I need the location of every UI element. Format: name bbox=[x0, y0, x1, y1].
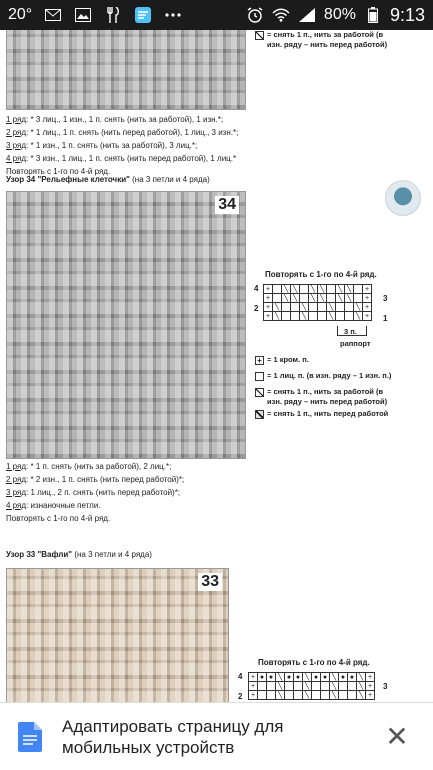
legend-knit: = 1 лиц. п. (в изн. ряду – 1 изн. п.) bbox=[255, 371, 391, 381]
p34-row-2: 2 ряд: * 2 изн., 1 п. снять (нить перед работой)*; bbox=[6, 475, 185, 484]
message-icon bbox=[134, 6, 152, 24]
slip-back-icon bbox=[255, 388, 264, 397]
legend-slip-back-top: = снять 1 п., нить за работой (в изн. ряду – нить перед работой) bbox=[255, 30, 387, 49]
chart-33-grid: + ● ● ╲ ● ● ╲ ● ● ╲ ● ● ╲ + + ╲ ╲ ╲ ╲ + + ╲ ╲ ╲ ╲ + bbox=[248, 672, 375, 700]
legend-edge: + = 1 кром. п. bbox=[255, 355, 309, 365]
legend-slip-front: = снять 1 п., нить перед работой bbox=[255, 409, 388, 419]
chart-34-rownum-2: 2 bbox=[254, 304, 259, 313]
chart-34-grid: + ╲ ╲ ╲ ╲ ╲ ╲ + + ╲ ╲ ╲ ╲ ╲ ╲ + + ╲ ╲ ╲ ╲ + + ╲ ╲ ╲ ╲ + bbox=[263, 284, 372, 321]
pattern-34-title: Узор 34 "Рельефные клеточки" (на 3 петли и 4 ряда) bbox=[6, 175, 210, 184]
chart-34-rownum-3: 3 bbox=[383, 294, 388, 303]
clock: 9:13 bbox=[389, 4, 425, 25]
chart-33-heading: Повторять с 1-го по 4-й ряд. bbox=[258, 658, 370, 667]
document-icon bbox=[18, 722, 42, 752]
top-row-4: 4 ряд: * 3 изн., 1 лиц., 1 п. снять (нить перед работой), 1 лиц.* bbox=[6, 154, 237, 163]
chart-34-heading: Повторять с 1-го по 4-й ряд. bbox=[265, 270, 377, 279]
chart-34-rownum-1: 1 bbox=[383, 314, 388, 323]
p34-row-1: 1 ряд: * 1 п. снять (нить за работой), 2 лиц.*; bbox=[6, 462, 172, 471]
pattern-33-title: Узор 33 "Вафли" (на 3 петли и 4 ряда) bbox=[6, 550, 152, 559]
close-banner-button[interactable]: ✕ bbox=[385, 721, 409, 752]
alarm-icon bbox=[246, 6, 264, 24]
knit-photo-34 bbox=[6, 191, 246, 459]
chart-33-rownum-2: 2 bbox=[238, 692, 243, 701]
slip-back-icon bbox=[255, 31, 264, 40]
rapport-label: раппорт bbox=[340, 339, 371, 348]
chart-33-rownum-4: 4 bbox=[238, 672, 243, 681]
web-content[interactable] bbox=[0, 30, 433, 702]
knit-photo-33 bbox=[6, 568, 229, 702]
p34-row-4: 4 ряд: изнаночные петли. bbox=[6, 501, 101, 510]
mail-icon bbox=[44, 6, 62, 24]
edge-stitch-icon: + bbox=[255, 356, 264, 365]
slip-front-icon bbox=[255, 410, 264, 419]
wifi-icon bbox=[272, 6, 290, 24]
more-icon bbox=[164, 6, 182, 24]
gallery-icon bbox=[74, 6, 92, 24]
knit-photo-previous bbox=[6, 30, 246, 110]
user-avatar[interactable] bbox=[385, 180, 421, 216]
chart-34-rownum-4: 4 bbox=[254, 284, 259, 293]
temperature: 20° bbox=[8, 6, 33, 23]
adapt-page-text[interactable]: Адаптировать страницу для мобильных устройств bbox=[62, 716, 284, 757]
p34-repeat: Повторять с 1-го по 4-й ряд. bbox=[6, 514, 111, 523]
top-row-1: 1 ряд: * 3 лиц., 1 изн., 1 п. снять (нить за работой), 1 изн.*; bbox=[6, 115, 224, 124]
knit-stitch-icon bbox=[255, 372, 264, 381]
top-row-3: 3 ряд: * 1 изн., 1 п. снять (нить за работой), 3 лиц.*; bbox=[6, 141, 198, 150]
p34-row-3: 3 ряд: 1 лиц., 2 п. снять (нить перед работой)*; bbox=[6, 488, 181, 497]
rapport-count: 3 п. bbox=[344, 327, 357, 336]
adapt-page-banner[interactable] bbox=[0, 702, 433, 770]
battery-percent: 80% bbox=[323, 6, 356, 23]
legend-slip-back: = снять 1 п., нить за работой (в изн. ряду – нить перед работой) bbox=[255, 387, 387, 406]
top-repeat: Повторять с 1-го по 4-й ряд. bbox=[6, 167, 111, 176]
battery-icon bbox=[364, 6, 382, 24]
photo-number-34: 34 bbox=[215, 196, 239, 214]
status-bar bbox=[0, 0, 433, 30]
photo-number-33: 33 bbox=[198, 573, 222, 591]
signal-icon bbox=[298, 6, 316, 24]
restaurant-icon bbox=[104, 6, 122, 24]
top-row-2: 2 ряд: * 1 лиц., 1 п. снять (нить перед работой), 1 лиц., 3 изн.*; bbox=[6, 128, 239, 137]
chart-33-rownum-3: 3 bbox=[383, 682, 388, 691]
